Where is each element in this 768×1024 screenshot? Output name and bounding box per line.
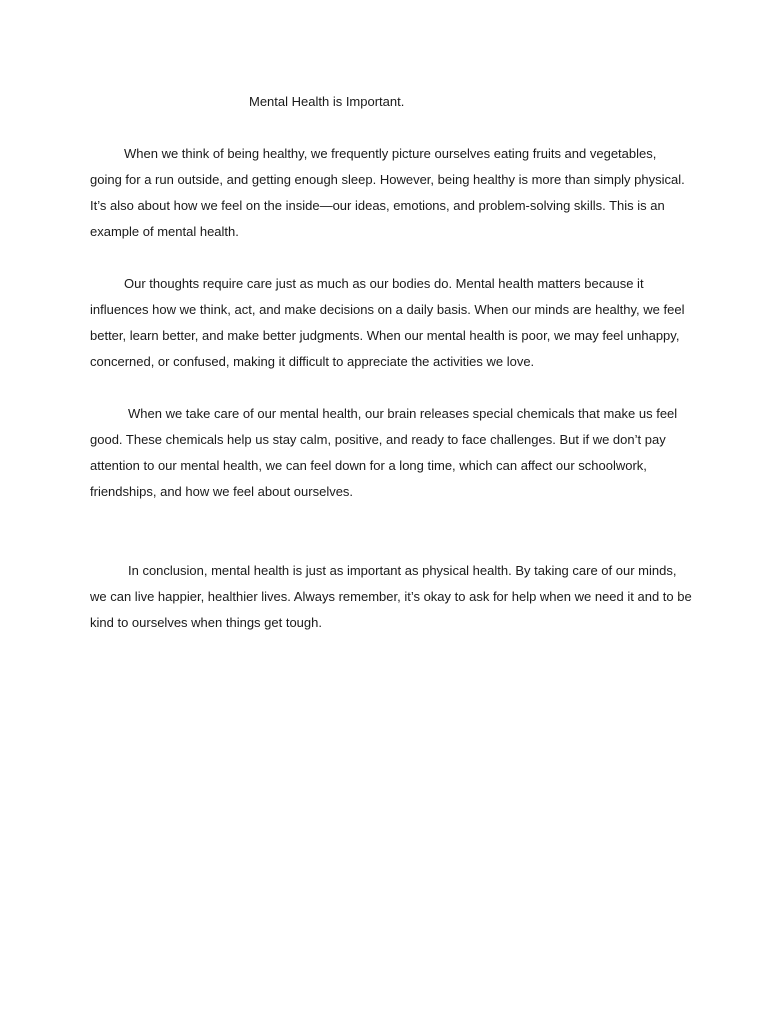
paragraph-line: going for a run outside, and getting enough sleep. However, being healthy is more than simply physical. xyxy=(90,172,685,187)
paragraph-line: friendships, and how we feel about ourselves. xyxy=(90,484,354,499)
paragraph-line: kind to ourselves when things get tough. xyxy=(90,615,322,630)
paragraph-line: concerned, or confused, making it difficult to appreciate the activities we love. xyxy=(90,354,535,369)
paragraph-line: Our thoughts require care just as much as our bodies do. Mental health matters because it xyxy=(124,276,644,291)
paragraph-line: attention to our mental health, we can feel down for a long time, which can affect our schoolwork, xyxy=(90,458,647,473)
paragraph-line: When we think of being healthy, we frequently picture ourselves eating fruits and vegetables, xyxy=(124,146,657,161)
paragraph-line: influences how we think, act, and make decisions on a daily basis. When our minds are healthy, we feel xyxy=(90,302,685,317)
paragraph-line: When we take care of our mental health, our brain releases special chemicals that make us feel xyxy=(128,406,678,421)
paragraph-line: It’s also about how we feel on the inside—our ideas, emotions, and problem-solving skills. This is an xyxy=(90,198,665,213)
paragraph-line: In conclusion, mental health is just as important as physical health. By taking care of our minds, xyxy=(128,563,677,578)
document-title: Mental Health is Important. xyxy=(249,94,405,109)
paragraph-line: we can live happier, healthier lives. Always remember, it’s okay to ask for help when we need it and to be xyxy=(90,589,692,604)
paragraph-line: better, learn better, and make better judgments. When our mental health is poor, we may feel unhappy, xyxy=(90,328,680,343)
paragraph-line: good. These chemicals help us stay calm, positive, and ready to face challenges. But if we don’t pay xyxy=(90,432,666,447)
paragraph-line: example of mental health. xyxy=(90,224,239,239)
